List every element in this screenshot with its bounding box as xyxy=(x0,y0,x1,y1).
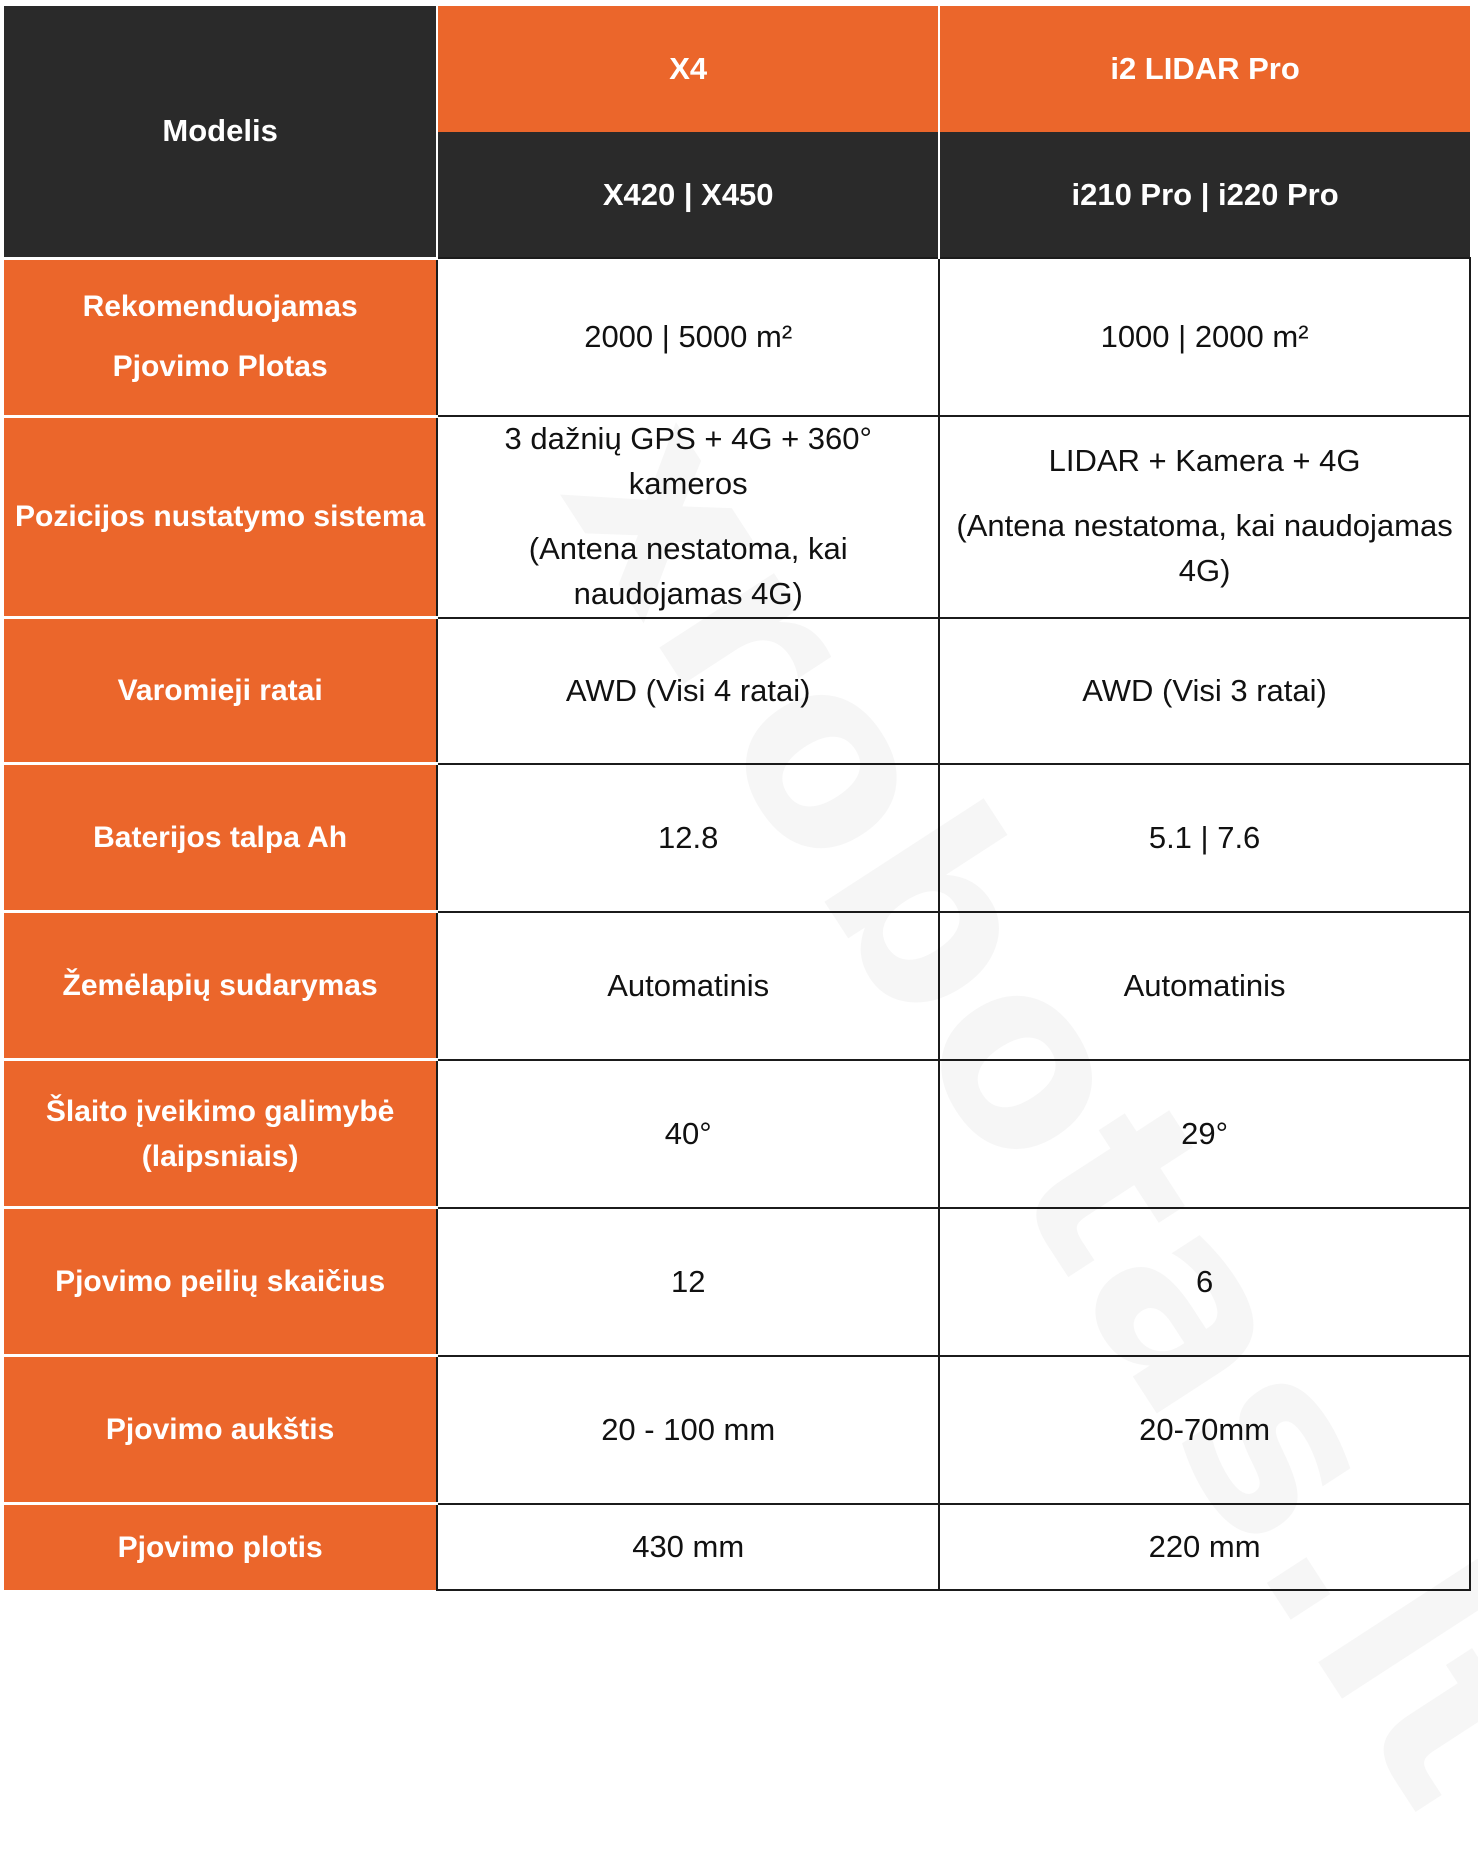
cell-i2: 29° xyxy=(939,1060,1470,1208)
model-header: Modelis xyxy=(4,6,437,258)
cell-x4: Automatinis xyxy=(437,912,939,1060)
cell-x4: 2000 | 5000 m² xyxy=(437,258,939,416)
table-row xyxy=(4,416,1470,618)
cell-i2: AWD (Visi 3 ratai) xyxy=(939,618,1470,764)
row-label-line: Pjovimo Plotas xyxy=(112,350,328,383)
cell-i2: 1000 | 2000 m² xyxy=(939,258,1470,416)
cell-line: 3 dažnių GPS + 4G + 360° kameros xyxy=(504,421,872,501)
cell-i2 xyxy=(939,416,1470,618)
cell-i2: 5.1 | 7.6 xyxy=(939,764,1470,912)
cell-x4: 12 xyxy=(437,1208,939,1356)
cell-i2: 20-70mm xyxy=(939,1356,1470,1504)
cell-i2: Automatinis xyxy=(939,912,1470,1060)
cell-i2: 6 xyxy=(939,1208,1470,1356)
spec-comparison-table xyxy=(4,6,1471,1591)
row-label: Šlaito įveikimo galimybė (laipsniais) xyxy=(4,1060,437,1208)
row-label: Pjovimo aukštis xyxy=(4,1356,437,1504)
cell-line: LIDAR + Kamera + 4G xyxy=(1048,443,1361,479)
row-label: Žemėlapių sudarymas xyxy=(4,912,437,1060)
table-row xyxy=(4,764,1470,912)
table-row xyxy=(4,1060,1470,1208)
models-header-x4: X420 | X450 xyxy=(437,132,939,258)
cell-x4: 40° xyxy=(437,1060,939,1208)
table-row xyxy=(4,1504,1470,1590)
row-label xyxy=(4,258,437,416)
table-row xyxy=(4,618,1470,764)
row-label: Baterijos talpa Ah xyxy=(4,764,437,912)
cell-x4: 20 - 100 mm xyxy=(437,1356,939,1504)
cell-x4 xyxy=(437,416,939,618)
table-row xyxy=(4,1208,1470,1356)
cell-x4: AWD (Visi 4 ratai) xyxy=(437,618,939,764)
series-header-i2: i2 LIDAR Pro xyxy=(939,6,1470,132)
row-label-line: Rekomenduojamas xyxy=(82,290,358,323)
table-row xyxy=(4,1356,1470,1504)
table-row xyxy=(4,258,1470,416)
series-header-x4: X4 xyxy=(437,6,939,132)
row-label: Pozicijos nustatymo sistema xyxy=(4,416,437,618)
cell-x4: 12.8 xyxy=(437,764,939,912)
models-header-i2: i210 Pro | i220 Pro xyxy=(939,132,1470,258)
row-label: Pjovimo plotis xyxy=(4,1504,437,1590)
cell-i2: 220 mm xyxy=(939,1504,1470,1590)
row-label: Varomieji ratai xyxy=(4,618,437,764)
cell-line: (Antena nestatoma, kai naudojamas 4G) xyxy=(956,508,1453,589)
table-row xyxy=(4,912,1470,1060)
cell-x4: 430 mm xyxy=(437,1504,939,1590)
row-label: Pjovimo peilių skaičius xyxy=(4,1208,437,1356)
cell-line: (Antena nestatoma, kai naudojamas 4G) xyxy=(528,530,848,611)
header-row-series xyxy=(4,6,1470,132)
